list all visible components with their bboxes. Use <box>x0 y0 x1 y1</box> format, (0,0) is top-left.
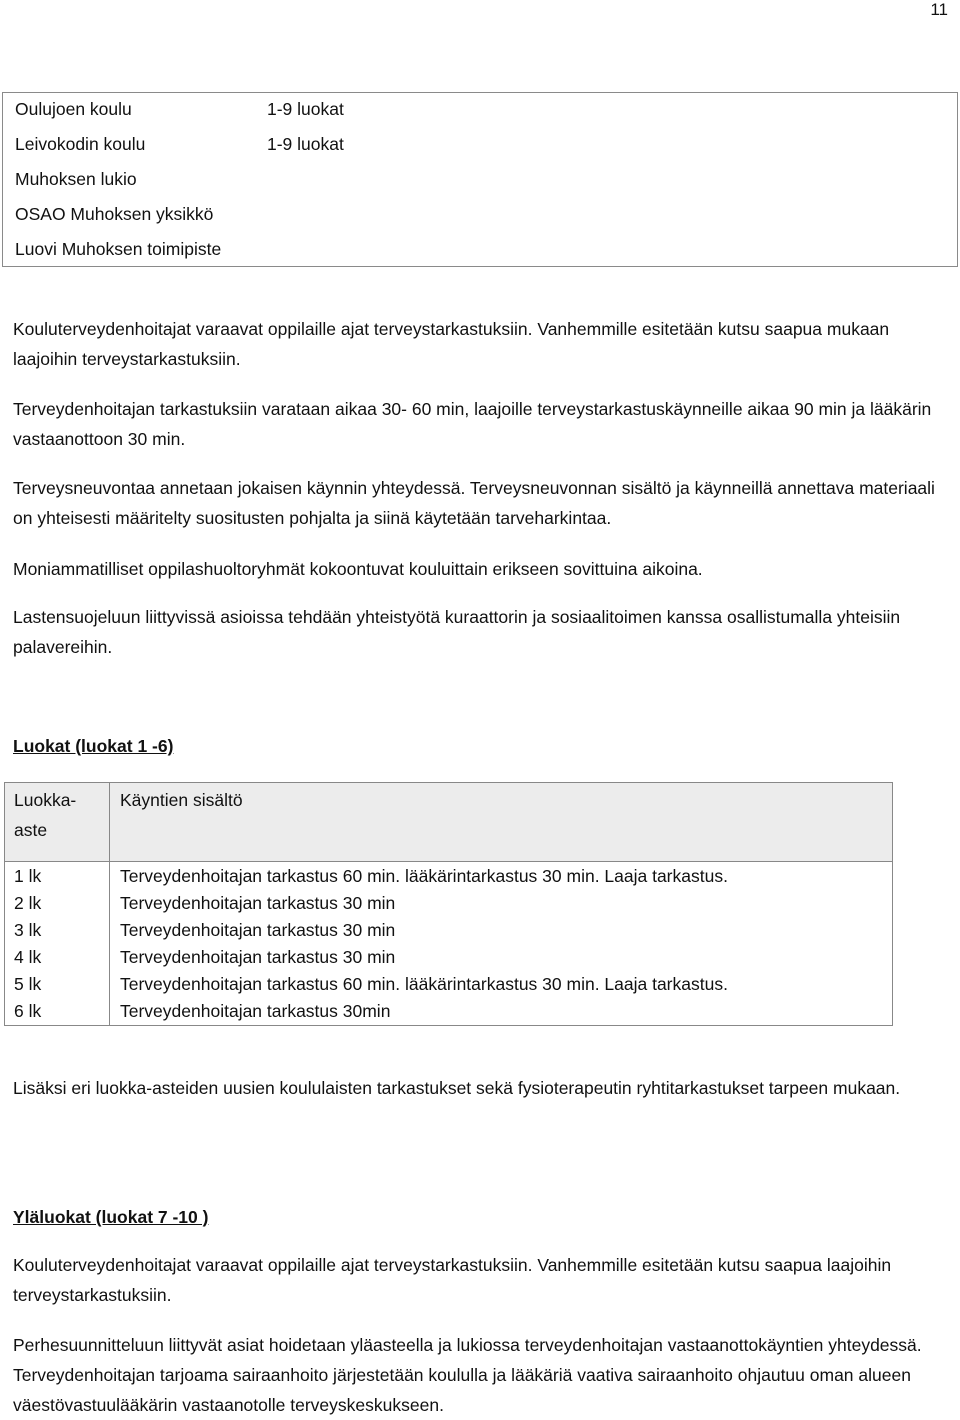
table-row <box>5 890 892 917</box>
page-number: 11 <box>930 0 948 19</box>
school-name: Luovi Muhoksen toimipiste <box>15 239 222 259</box>
content-cell: Terveydenhoitajan tarkastus 60 min. lääkärintarkastus 30 min. Laaja tarkastus. <box>120 974 728 994</box>
content-cell: Terveydenhoitajan tarkastus 30 min <box>120 920 396 940</box>
grade-cell: 5 lk <box>14 974 42 994</box>
table-row <box>5 971 892 998</box>
content-cell: Terveydenhoitajan tarkastus 30 min <box>120 893 396 913</box>
school-name: Muhoksen lukio <box>15 169 137 189</box>
section-heading-grades-7-10: Yläluokat (luokat 7 -10 ) <box>13 1207 209 1227</box>
header-grade <box>14 785 104 845</box>
paragraph-additional-checks: Lisäksi eri luokka-asteiden uusien koululaisten tarkastukset sekä fysioterapeutin ryhtitarkastukset tarpeen mukaan. <box>13 1078 901 1098</box>
content-cell: Terveydenhoitajan tarkastus 60 min. lääkärintarkastus 30 min. Laaja tarkastus. <box>120 866 728 886</box>
table-row <box>5 863 892 890</box>
header-grade-line1: Luokka- <box>14 790 77 810</box>
paragraph-child-protection: Lastensuojeluun liittyvissä asioissa tehdään yhteistyötä kuraattorin ja sosiaalitoimen kanssa osallistumalla yhteisiin palavereihin. <box>13 607 901 657</box>
school-name: Leivokodin koulu <box>15 134 146 154</box>
grade-cell: 2 lk <box>14 893 42 913</box>
school-table <box>2 92 958 267</box>
grade-cell: 4 lk <box>14 947 42 967</box>
paragraph-upper-appointments: Kouluterveydenhoitajat varaavat oppilaille ajat terveystarkastuksiin. Vanhemmille esitetään kutsu saapua laajoihin terveystarkastuksiin. <box>13 1255 892 1305</box>
paragraph-durations: Terveydenhoitajan tarkastuksiin varataan aikaa 30- 60 min, laajoille terveystarkastuskäynneille aikaa 90 min ja lääkärin vastaanottoon 30 min. <box>13 399 932 449</box>
school-name: Oulujoen koulu <box>15 99 132 119</box>
paragraph-health-counseling: Terveysneuvontaa annetaan jokaisen käynnin yhteydessä. Terveysneuvonnan sisältö ja käynneillä annettava materiaali on yhteisesti määritelty suositusten pohjalta ja siinä käytetään tarveharkintaa. <box>13 478 935 528</box>
school-grades: 1-9 luokat <box>267 99 344 119</box>
school-name: OSAO Muhoksen yksikkö <box>15 204 214 224</box>
grade-cell: 3 lk <box>14 920 42 940</box>
paragraph-appointments: Kouluterveydenhoitajat varaavat oppilaille ajat terveystarkastuksiin. Vanhemmille esitetään kutsu saapua mukaan laajoihin terveystarkastuksiin. <box>13 319 890 369</box>
table-row <box>5 998 892 1025</box>
paragraph-pupil-welfare: Moniammatilliset oppilashuoltoryhmät kokoontuvat kouluittain erikseen sovittuina aikoina. <box>13 559 703 579</box>
section-heading-grades-1-6: Luokat (luokat 1 -6) <box>13 736 174 756</box>
paragraph-family-planning: Perhesuunnitteluun liittyvät asiat hoidetaan yläasteella ja lukiossa terveydenhoitajan vastaanottokäyntien yhteydessä. Terveydenhoitajan tarjoama sairaanhoito järjestetään koululla ja lääkäriä vaativa sairaanhoito ohjautuu oman alueen väestövastuulääkärin vastaanotolle terveyskeskukseen. <box>13 1335 922 1415</box>
grade-table-header <box>5 783 892 862</box>
table-row <box>5 944 892 971</box>
header-grade-line2: aste <box>14 820 48 840</box>
grade-cell: 6 lk <box>14 1001 42 1021</box>
table-row <box>5 917 892 944</box>
content-cell: Terveydenhoitajan tarkastus 30 min <box>120 947 396 967</box>
grade-table <box>4 782 893 1026</box>
grade-cell: 1 lk <box>14 866 42 886</box>
school-grades: 1-9 luokat <box>267 134 344 154</box>
content-cell: Terveydenhoitajan tarkastus 30min <box>120 1001 391 1021</box>
header-content: Käyntien sisältö <box>120 790 243 810</box>
